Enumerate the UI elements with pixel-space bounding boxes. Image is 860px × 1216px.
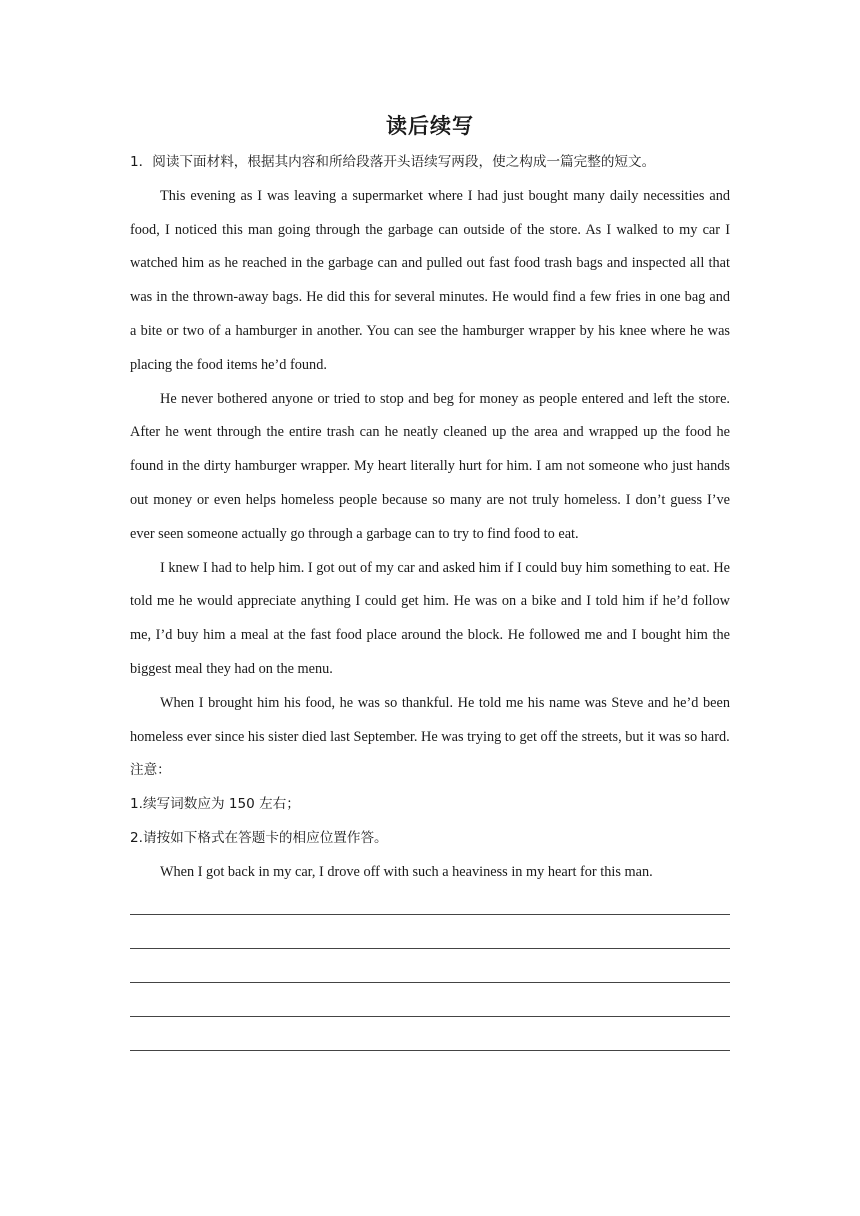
notes-item-2: 2.请按如下格式在答题卡的相应位置作答。 [130,829,388,846]
passage-paragraph-1: This evening as I was leaving a supermarket where I had just bought many daily necessities and food, I noticed this man going through the garbage can outside of the store. As I walked to my car I watched him as he reached in the garbage can and pulled out fast food trash bags and inspected all that was in the thrown-away bags. He did this for several minutes. He would find a few fries in one bag and a bite or two of a hamburger in another. You can see the hamburger wrapper by his knee where he was placing the food items he’d found. [130,187,730,373]
answer-line[interactable] [130,882,730,916]
instruction-text: 阅读下面材料，根据其内容和所给段落开头语续写两段，使之构成一篇完整的短文。 [152,154,656,170]
answer-lines [130,890,730,1059]
answer-line[interactable] [130,1017,730,1051]
question-number: 1． [130,154,153,170]
question-instruction [130,146,730,180]
notes-item-1: 1.续写词数应为 150 左右； [130,796,300,813]
answer-line[interactable] [130,915,730,949]
passage-paragraph-3: I knew I had to help him. I got out of my car and asked him if I could buy him something to eat. He told me he would appreciate anything I could get him. He was on a bike and I told him if he’d follow me, I’d buy him a meal at the fast food place around the block. He followed me and I bought him the biggest meal they had on the menu. [130,559,730,677]
answer-line[interactable] [130,983,730,1017]
notes-heading: 注意： [130,762,171,779]
answer-line[interactable] [130,949,730,983]
continuation-starter: When I got back in my car, I drove off with such a heaviness in my heart for this man. [160,863,653,880]
page-title: 读后续写 [386,114,474,138]
passage-paragraph-2: He never bothered anyone or tried to stop and beg for money as people entered and left the store. After he went through the entire trash can he neatly cleaned up the area and wrapped up the food he found in the dirty hamburger wrapper. My heart literally hurt for him. I am not someone who just hands out money or even helps homeless people because so many are not truly homeless. I don’t guess I’ve ever seen someone actually go through a garbage can to try to find food to eat. [130,390,730,542]
worksheet-page [130,110,730,1059]
passage-paragraph-4: When I brought him his food, he was so thankful. He told me his name was Steve and he’d been homeless ever since his sister died last September. He was trying to get off the streets, but it was so hard. [130,694,730,745]
